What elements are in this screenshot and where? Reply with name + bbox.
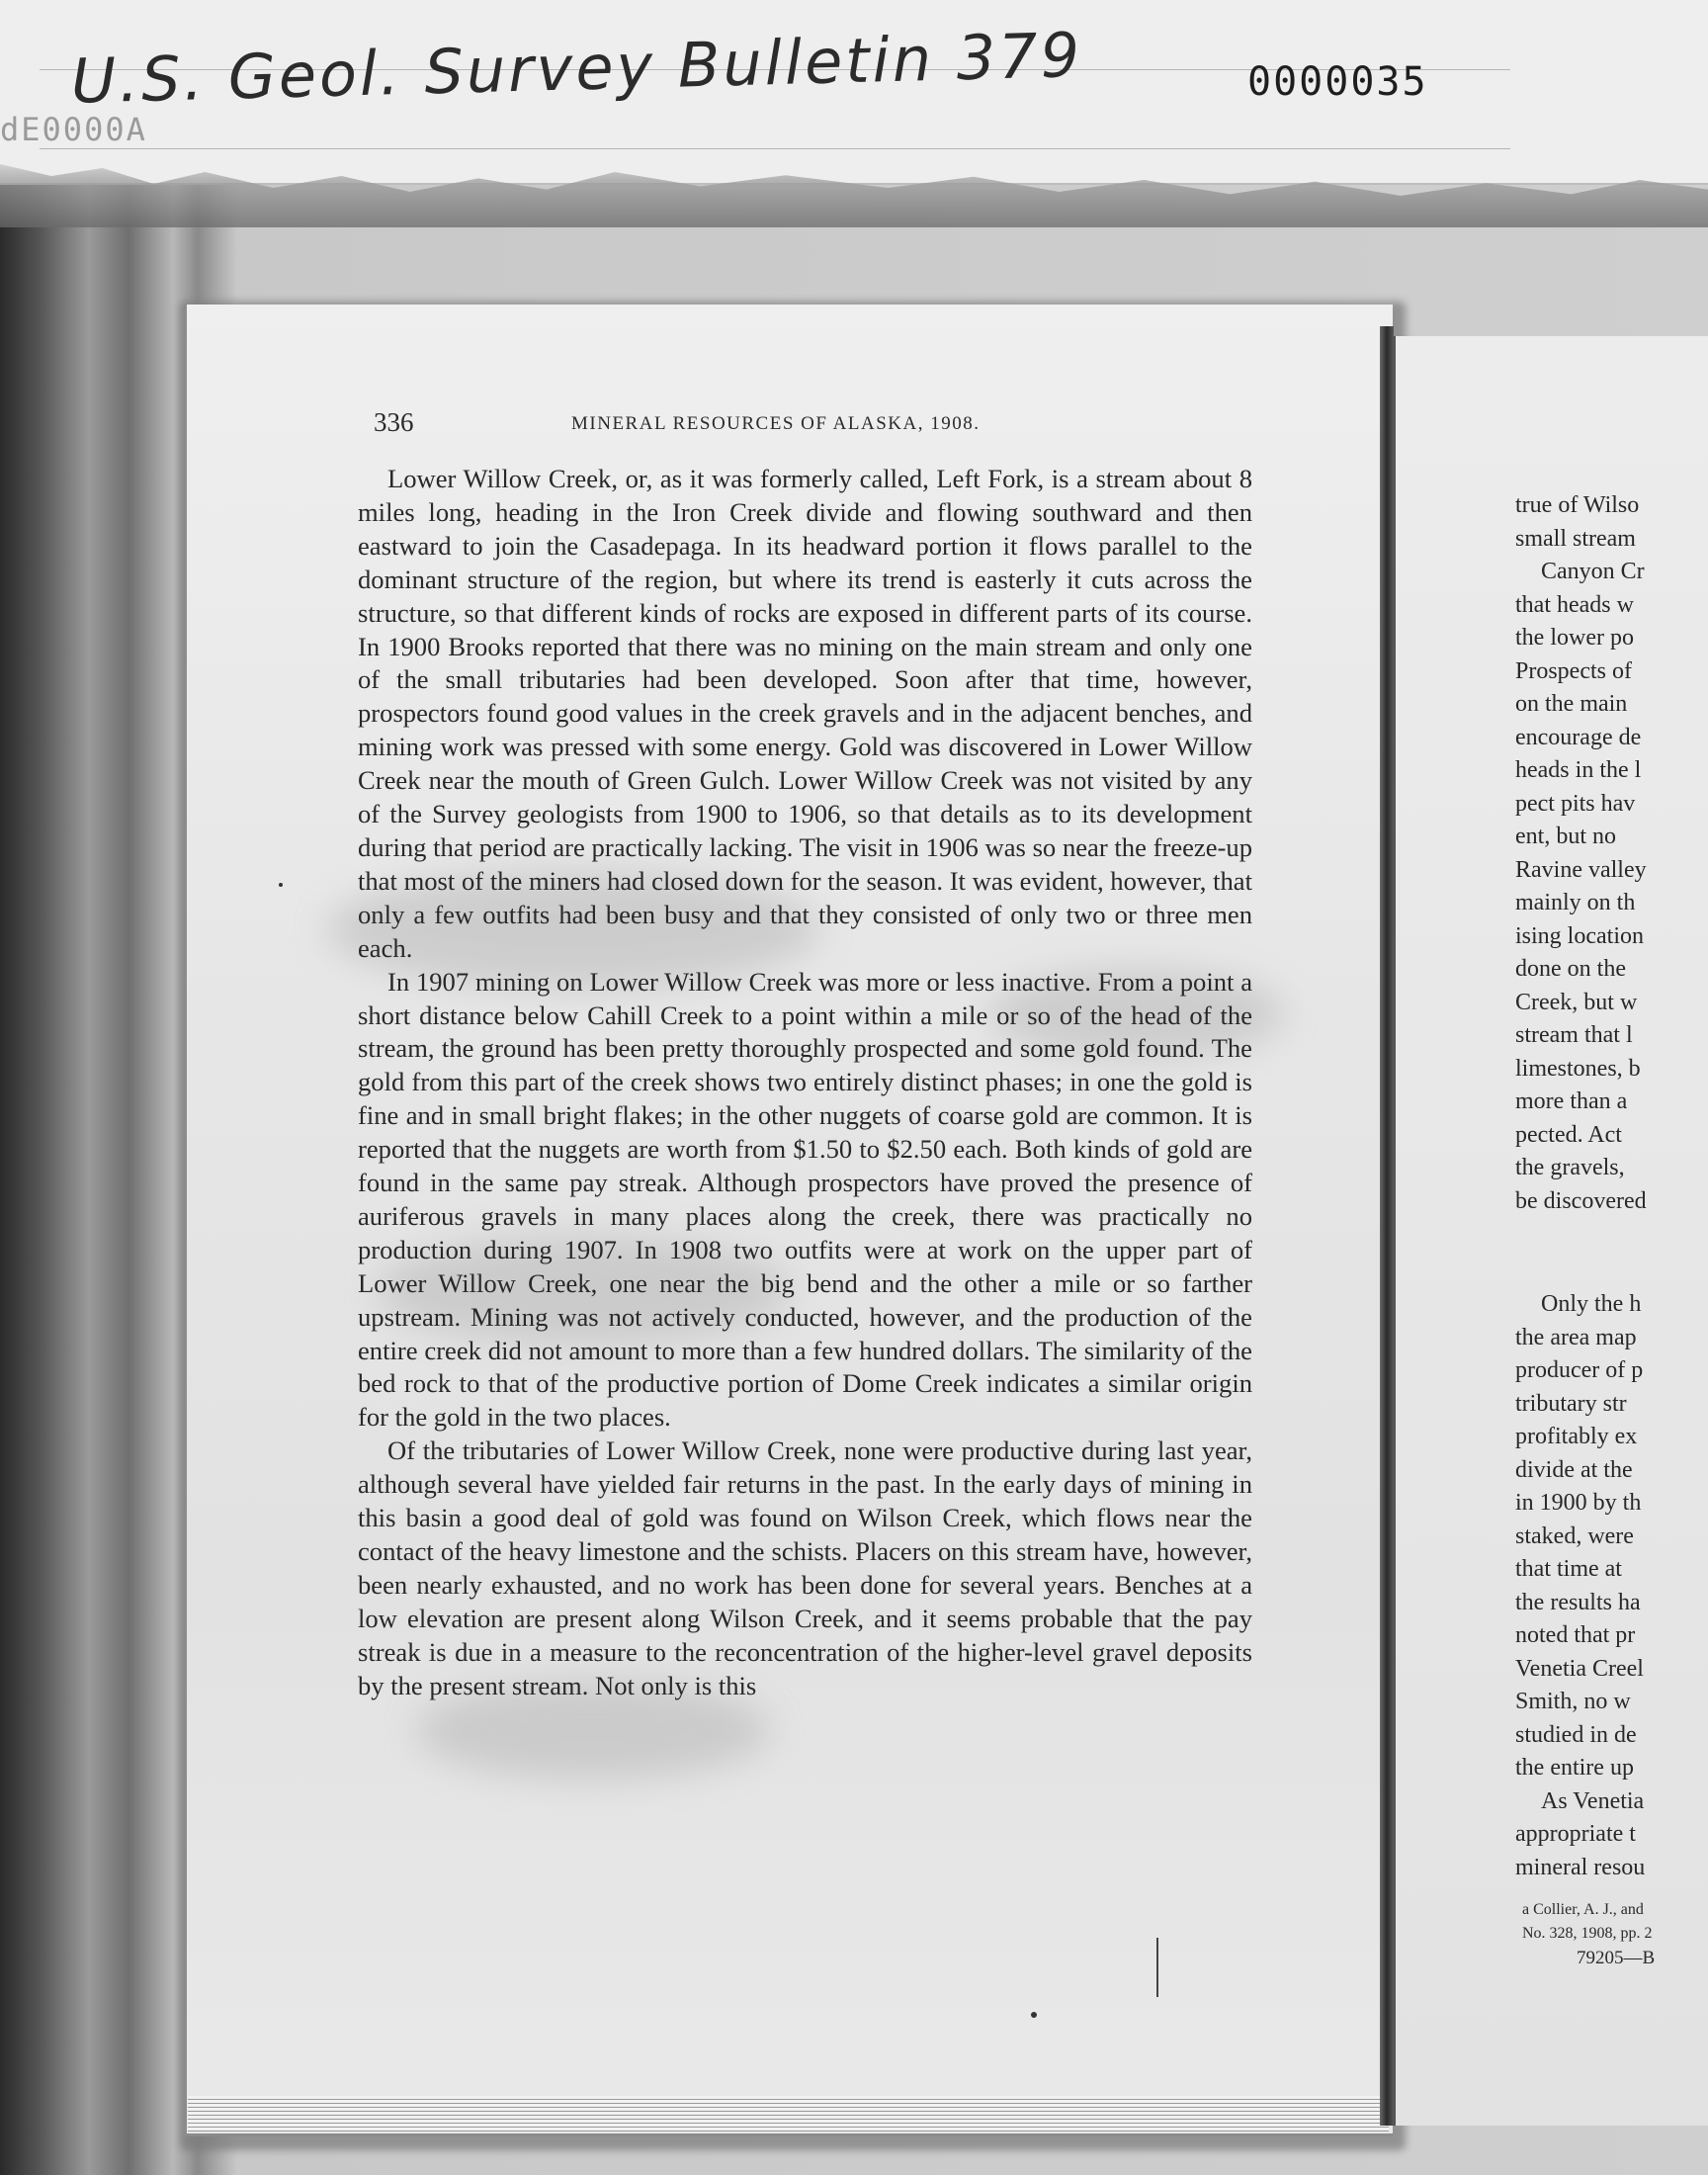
facing-line: As Venetia [1541, 1787, 1645, 1814]
facing-line: that heads w [1515, 591, 1634, 618]
facing-line: the lower po [1515, 625, 1634, 651]
facing-line: Venetia Creel [1515, 1655, 1644, 1682]
book-spine [1380, 326, 1394, 2126]
facing-line: heads in the l [1515, 757, 1642, 783]
facing-line: the entire up [1515, 1755, 1634, 1781]
facing-line: the area map [1515, 1324, 1637, 1350]
facing-line: that time at [1515, 1556, 1622, 1582]
facing-line: stream that l [1515, 1022, 1633, 1048]
facing-line: encourage de [1515, 724, 1642, 750]
scan-speck [1031, 2012, 1037, 2018]
facing-page-text-upper [1515, 489, 1708, 1218]
facing-line: ent, but no [1515, 824, 1616, 849]
facing-line: divide at the [1515, 1456, 1633, 1483]
facing-line: mainly on th [1515, 890, 1636, 915]
facing-line: studied in de [1515, 1721, 1637, 1748]
facing-line: true of Wilso [1515, 492, 1640, 518]
page-body [358, 463, 1252, 1703]
facing-line: noted that pr [1515, 1622, 1636, 1648]
signature-mark: 79205—B [1577, 1948, 1656, 1968]
facing-line: pect pits hav [1515, 790, 1636, 817]
paragraph-3: Of the tributaries of Lower Willow Creek, none were productive during last year, although several have yielded fair returns in the past. In the early days of mining in this basin a good deal of gold was found on Wilson Creek, which flows near the contact of the heavy limestone and the schists. Placers on this stream have, however, been nearly exhausted, and no work has been done for several years. Benches at a low elevation are present along Wilson Creek, and it seems probable that the pay streak is due in a measure to the reconcentration of the higher-level gravel deposits by the present stream. Not only is this [358, 1436, 1252, 1700]
facing-line: mineral resou [1515, 1854, 1646, 1880]
facing-page-text-lower [1515, 1288, 1708, 1884]
footnote-line: No. 328, 1908, pp. 2 [1522, 1925, 1653, 1942]
facing-line: tributary str [1515, 1390, 1627, 1417]
facing-line: Smith, no w [1515, 1689, 1631, 1714]
ruled-line [40, 148, 1510, 149]
facing-page-footnote [1522, 1898, 1708, 1946]
facing-line: Prospects of [1515, 657, 1632, 684]
facing-line: on the main [1515, 691, 1628, 717]
facing-line: done on the [1515, 956, 1626, 982]
facing-line: staked, were [1515, 1522, 1634, 1549]
facing-line: producer of p [1515, 1357, 1644, 1383]
facing-line: more than a [1515, 1088, 1628, 1114]
page-header [374, 407, 1066, 447]
page-number: 336 [374, 407, 414, 437]
facing-line: in 1900 by th [1515, 1490, 1642, 1516]
facing-line: Canyon Cr [1541, 559, 1645, 584]
catalog-stamp-number: 0000035 [1247, 59, 1428, 105]
footnote-line: a Collier, A. J., and [1522, 1901, 1644, 1918]
paragraph-1: Lower Willow Creek, or, as it was formerly called, Left Fork, is a stream about 8 miles long, heading in the Iron Creek divide and flowing southward and then eastward to join the Casadepaga. In its headward portion it flows parallel to the dominant structure of the region, but where its trend is easterly it cuts across the structure, so that different kinds of rocks are exposed in different parts of its course. In 1900 Brooks reported that there was no mining on the main stream and only one of the small tributaries had been developed. Soon after that time, however, prospectors found good values in the creek gravels and in the adjacent benches, and mining work was pressed with some energy. Gold was discovered in Lower Willow Creek near the mouth of Green Gulch. Lower Willow Creek was not visited by any of the Survey geologists from 1900 to 1906, so that details as to its development during that period are practically lacking. The visit in 1906 was so near the freeze-up that most of the miners had closed down for the season. It was evident, however, that only a few outfits had been busy and that they consisted of only two or three men each. [358, 464, 1252, 963]
scan-speck [279, 883, 283, 887]
facing-line: Creek, but w [1515, 989, 1638, 1015]
facing-line: Only the h [1541, 1291, 1642, 1317]
handwritten-title: U.S. Geol. Survey Bulletin 379 [70, 18, 1083, 118]
faded-stamp: dE0000A [0, 111, 147, 148]
facing-line: limestones, b [1515, 1055, 1641, 1082]
facing-line: Ravine valley [1515, 856, 1647, 883]
facing-line: profitably ex [1515, 1424, 1638, 1449]
facing-line: the gravels, [1515, 1155, 1625, 1180]
facing-line: the results ha [1515, 1589, 1641, 1615]
facing-line: ising location [1515, 922, 1644, 949]
facing-line: be discovered [1515, 1187, 1647, 1214]
page-edges [188, 2096, 1389, 2132]
paragraph-2: In 1907 mining on Lower Willow Creek was more or less inactive. From a point a short distance below Cahill Creek to a point within a mile or so of the head of the stream, the ground has been pretty thoroughly prospected and some gold found. The gold from this part of the creek shows two entirely distinct phases; in one the gold is fine and in small bright flakes; in the other nuggets of coarse gold are common. It is reported that the nuggets are worth from $1.50 to $2.50 each. Both kinds of gold are found in the same pay streak. Although prospectors have proved the presence of auriferous gravels in many places along the creek, there was practically no production during 1907. In 1908 two outfits were at work on the upper part of Lower Willow Creek, one near the big bend and the other a mile or so farther upstream. Mining was not actively conducted, however, and the production of the entire creek did not amount to more than a few hundred dollars. The similarity of the bed rock to that of the productive portion of Dome Creek indicates a similar origin for the gold in the two places. [358, 966, 1252, 1433]
running-head: MINERAL RESOURCES OF ALASKA, 1908. [571, 413, 981, 434]
scan-mark [1156, 1938, 1158, 1997]
facing-line: small stream [1515, 525, 1636, 552]
facing-line: appropriate t [1515, 1821, 1636, 1847]
facing-line: pected. Act [1515, 1121, 1622, 1148]
